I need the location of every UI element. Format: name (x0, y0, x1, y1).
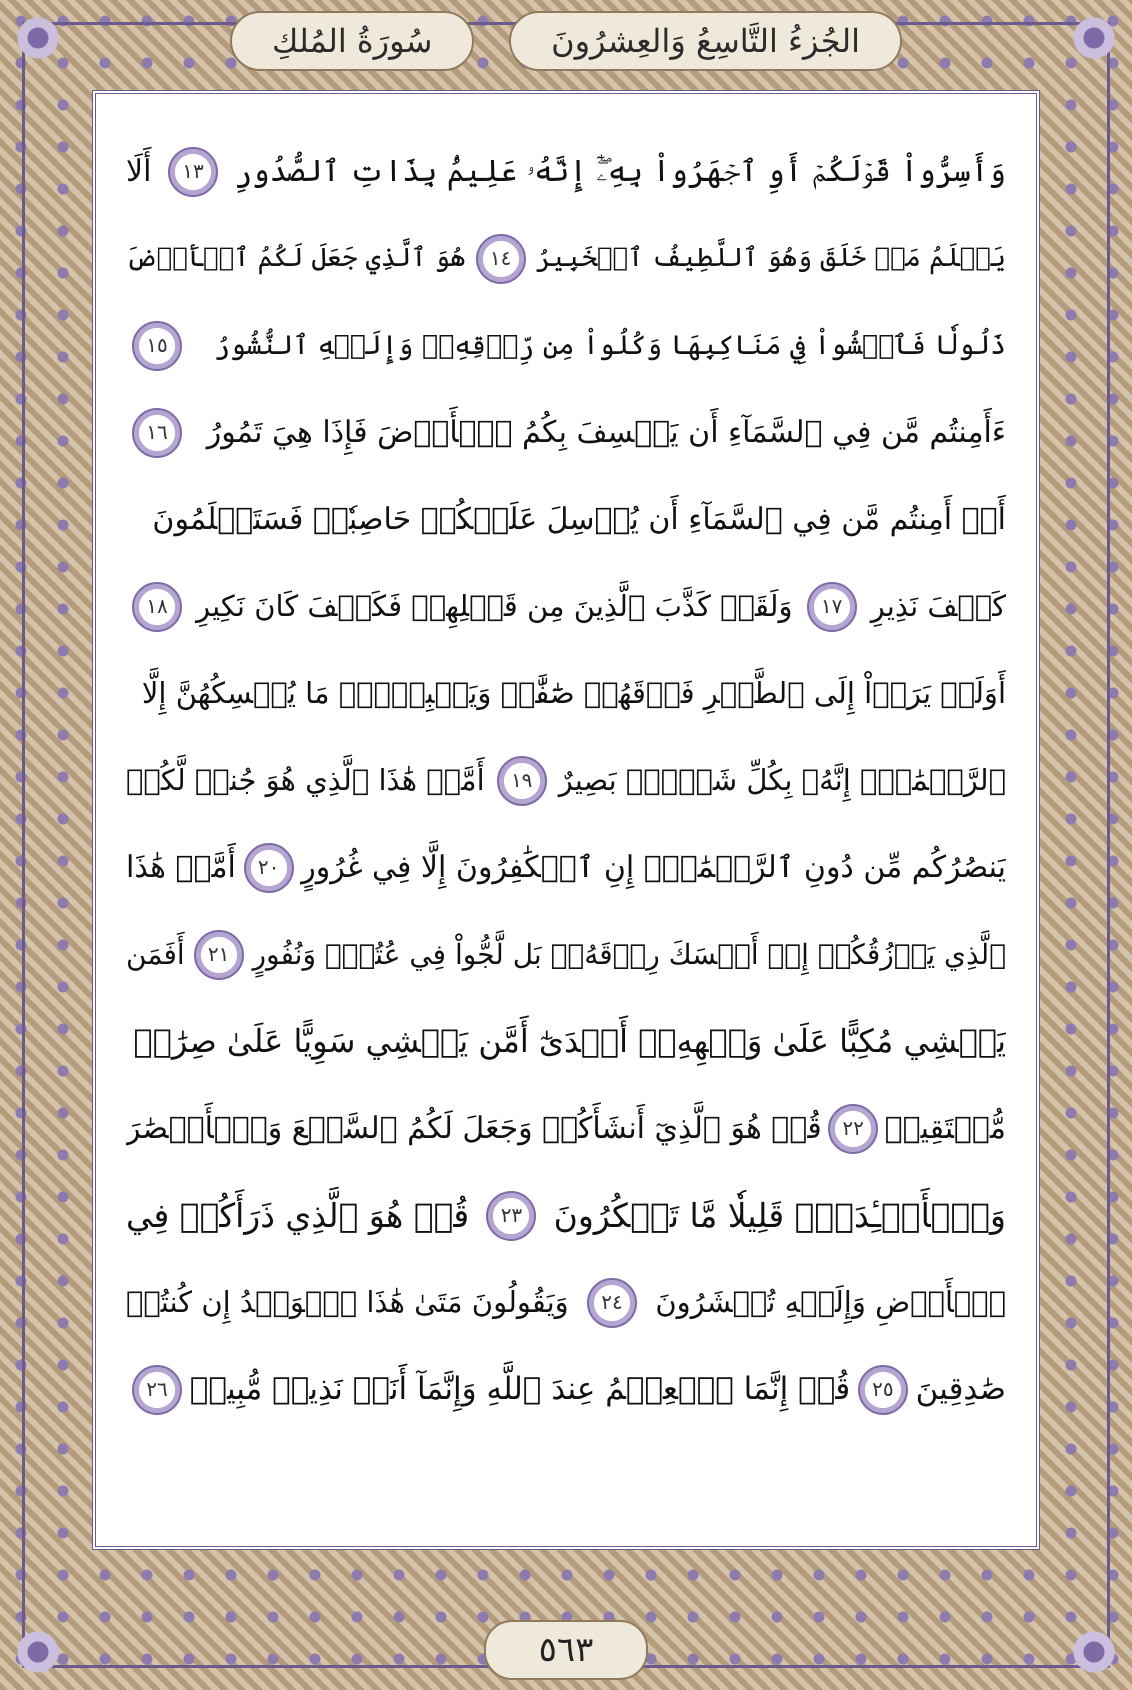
ayah-number-marker: ٢٢ (828, 1104, 878, 1154)
verse-line (126, 128, 1006, 215)
verse-line (126, 1172, 1006, 1259)
verse-line (126, 476, 1006, 563)
verse-text: صَٰدِقِينَ (915, 1371, 1006, 1407)
verse-line (126, 1346, 1006, 1433)
verse-line (126, 389, 1006, 476)
ayah-number-marker: ٢٤ (587, 1278, 637, 1328)
verse-line (126, 650, 1006, 737)
verse-text: يَنصُرُكُم مِّن دُونِ ٱلرَّحۡمَٰنِۚ إِنِ ٱلۡكَٰفِرُونَ إِلَّا فِي غُرُورٍ (301, 850, 1006, 885)
page-number: ٥٦٣ (484, 1620, 648, 1680)
verse-text-continuation: أَلَا (126, 154, 152, 189)
corner-ornament-icon (1064, 8, 1124, 68)
verse-line (126, 911, 1006, 998)
verse-text: وَٱلۡأَفۡـِٔدَةَۚ قَلِيلٗا مَّا تَشۡكُرُونَ (553, 1196, 1006, 1235)
verse-text: ٱلرَّحۡمَٰنُۚ إِنَّهُۥ بِكُلِّ شَيۡءِۢ بَصِيرٌ (558, 763, 1006, 797)
ayah-number-marker: ١٥ (132, 321, 182, 371)
verse-text-continuation: وَيَقُولُونَ مَتَىٰ هَٰذَا ٱلۡوَعۡدُ إِن كُنتُمۡ (126, 1285, 569, 1319)
verse-line (126, 302, 1006, 389)
verse-text-continuation: أَمَّنۡ هَٰذَا ٱلَّذِي هُوَ جُندٞ لَّكُمۡ (126, 763, 485, 797)
verse-text: ٱلۡأَرۡضِ وَإِلَيۡهِ تُحۡشَرُونَ (655, 1285, 1006, 1319)
ayah-number-marker: ١٤ (476, 234, 526, 284)
corner-ornament-icon (8, 8, 68, 68)
verse-text-continuation: قُلۡ إِنَّمَا ٱلۡعِلۡمُ عِندَ ٱللَّهِ وَإِنَّمَآ أَنَا۠ نَذِيرٞ مُّبِينٞ (189, 1371, 851, 1407)
verse-text: يَعۡلَمُ مَنۡ خَلَقَ وَهُوَ ٱللَّطِيفُ ٱلۡخَبِيرُ (535, 243, 1006, 273)
quran-text-panel (92, 90, 1040, 1550)
verse-text: أَوَلَمۡ يَرَوۡاْ إِلَى ٱلطَّيۡرِ فَوۡقَهُمۡ صَٰٓفَّٰتٖ وَيَقۡبِضۡنَۚ مَا يُمۡسِكُهُنَّ إِلَّا (141, 676, 1006, 710)
ayah-number-marker: ٢٠ (244, 843, 294, 893)
verse-line (126, 1259, 1006, 1346)
verse-text: مُّسۡتَقِيمٖ (884, 1111, 1006, 1146)
ayah-number-marker: ١٦ (132, 408, 182, 458)
ayah-number-marker: ٢١ (194, 930, 244, 980)
verse-text: وَأَسِرُّواْ قَوۡلَكُمۡ أَوِ ٱجۡهَرُواْ بِهِۦٓۖ إِنَّهُۥ عَلِيمُۢ بِذَاتِ ٱلصُّدُورِ (234, 154, 1006, 189)
verse-line (126, 998, 1006, 1085)
verse-text-continuation: هُوَ ٱلَّذِي جَعَلَ لَكُمُ ٱلۡأَرۡضَ (126, 243, 466, 273)
juz-name: الجُزءُ التَّاسِعُ وَالعِشرُونَ (509, 11, 902, 71)
verse-text: يَمۡشِي مُكِبًّا عَلَىٰ وَجۡهِهِۦٓ أَهۡدَىٰٓ أَمَّن يَمۡشِي سَوِيًّا عَلَىٰ صِرَٰطٖ (133, 1022, 1006, 1060)
verse-line (126, 563, 1006, 650)
verse-text: كَيۡفَ نَذِيرِ (870, 589, 1006, 623)
verse-line (126, 1085, 1006, 1172)
verse-text-continuation: أَمَّنۡ هَٰذَا (126, 850, 236, 885)
verse-line (126, 737, 1006, 824)
corner-ornament-icon (1064, 1622, 1124, 1682)
ayah-number-marker: ٢٦ (132, 1365, 182, 1415)
verse-text-continuation: أَفَمَن (126, 938, 185, 971)
verse-text: ءَأَمِنتُم مَّن فِي ٱلسَّمَآءِ أَن يَخۡسِفَ بِكُمُ ٱلۡأَرۡضَ فَإِذَا هِيَ تَمُورُ (206, 415, 1006, 450)
verse-text-continuation: قُلۡ هُوَ ٱلَّذِيٓ أَنشَأَكُمۡ وَجَعَلَ لَكُمُ ٱلسَّمۡعَ وَٱلۡأَبۡصَٰرَ (126, 1111, 822, 1146)
ayah-number-marker: ١٩ (497, 756, 547, 806)
page-header (160, 6, 972, 76)
verse-text-continuation: قُلۡ هُوَ ٱلَّذِي ذَرَأَكُمۡ فِي (126, 1196, 470, 1235)
verse-text: ذَلُولٗا فَٱمۡشُواْ فِي مَنَاكِبِهَا وَكُلُواْ مِن رِّزۡقِهِۦۖ وَإِلَيۡهِ ٱلنُّشُورُ (214, 330, 1006, 361)
verse-text-continuation: وَلَقَدۡ كَذَّبَ ٱلَّذِينَ مِن قَبۡلِهِمۡ فَكَيۡفَ كَانَ نَكِيرِ (196, 589, 793, 623)
surah-name: سُورَةُ المُلكِ (230, 11, 474, 71)
ayah-number-marker: ١٣ (168, 147, 218, 197)
verse-line (126, 824, 1006, 911)
corner-ornament-icon (8, 1622, 68, 1682)
ayah-number-marker: ١٨ (132, 582, 182, 632)
ayah-number-marker: ٢٣ (486, 1191, 536, 1241)
ayah-number-marker: ١٧ (807, 582, 857, 632)
verse-text: أَمۡ أَمِنتُم مَّن فِي ٱلسَّمَآءِ أَن يُرۡسِلَ عَلَيۡكُمۡ حَاصِبٗاۖ فَسَتَعۡلَمُونَ (152, 502, 1006, 537)
ayah-number-marker: ٢٥ (858, 1365, 908, 1415)
verse-line (126, 215, 1006, 302)
verse-text: ٱلَّذِي يَرۡزُقُكُمۡ إِنۡ أَمۡسَكَ رِزۡقَهُۥۚ بَل لَّجُّواْ فِي عُتُوّٖ وَنُفُورٍ (252, 938, 1006, 971)
